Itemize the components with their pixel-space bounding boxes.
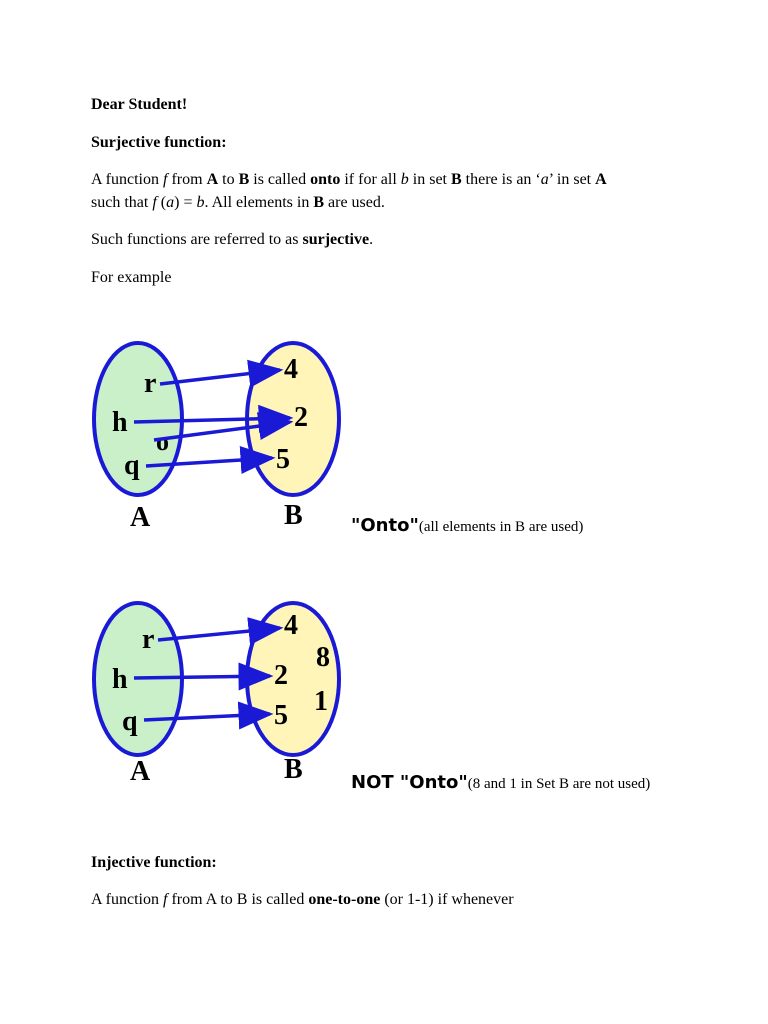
injective-definition: A function f from A to B is called one-to-one (or 1-1) if whenever xyxy=(91,891,514,908)
not-onto-caption: NOT "Onto"(8 and 1 in Set B are not used) xyxy=(351,772,651,793)
not-onto-mapping-diagram xyxy=(88,592,358,792)
set-a-label: A xyxy=(130,756,151,787)
arrow-h-to-2 xyxy=(134,676,270,678)
surjective-referred: Such functions are referred to as surjective. xyxy=(91,231,374,248)
onto-mapping-diagram xyxy=(88,334,358,534)
set-b-element-2: 2 xyxy=(294,402,308,433)
set-a-element-o: o xyxy=(156,427,169,456)
greeting: Dear Student! xyxy=(91,96,188,113)
set-b-element-4: 4 xyxy=(284,610,298,641)
set-a-element-q: q xyxy=(122,706,138,737)
set-a-element-q: q xyxy=(124,450,140,481)
set-a-element-h: h xyxy=(112,407,128,438)
set-a-label: A xyxy=(130,502,151,533)
set-a-element-r: r xyxy=(144,368,157,399)
injective-heading: Injective function: xyxy=(91,854,217,871)
set-b-element-4: 4 xyxy=(284,354,298,385)
for-example: For example xyxy=(91,269,172,286)
set-a-element-h: h xyxy=(112,664,128,695)
set-a-element-r: r xyxy=(142,624,155,655)
set-b-element-8: 8 xyxy=(316,642,330,673)
set-b-label: B xyxy=(284,500,303,531)
set-b-element-5: 5 xyxy=(276,444,290,475)
surjective-definition-line2: such that f (a) = b. All elements in B are used. xyxy=(91,194,385,211)
set-b-element-1: 1 xyxy=(314,686,328,717)
onto-caption: "Onto"(all elements in B are used) xyxy=(351,515,584,536)
set-b-element-2: 2 xyxy=(274,660,288,691)
surjective-heading: Surjective function: xyxy=(91,134,227,151)
set-b-label: B xyxy=(284,754,303,785)
set-b-element-5: 5 xyxy=(274,700,288,731)
surjective-definition-line1: A function f from A to B is called onto if for all b in set B there is an ‘a’ in set A xyxy=(91,171,607,188)
